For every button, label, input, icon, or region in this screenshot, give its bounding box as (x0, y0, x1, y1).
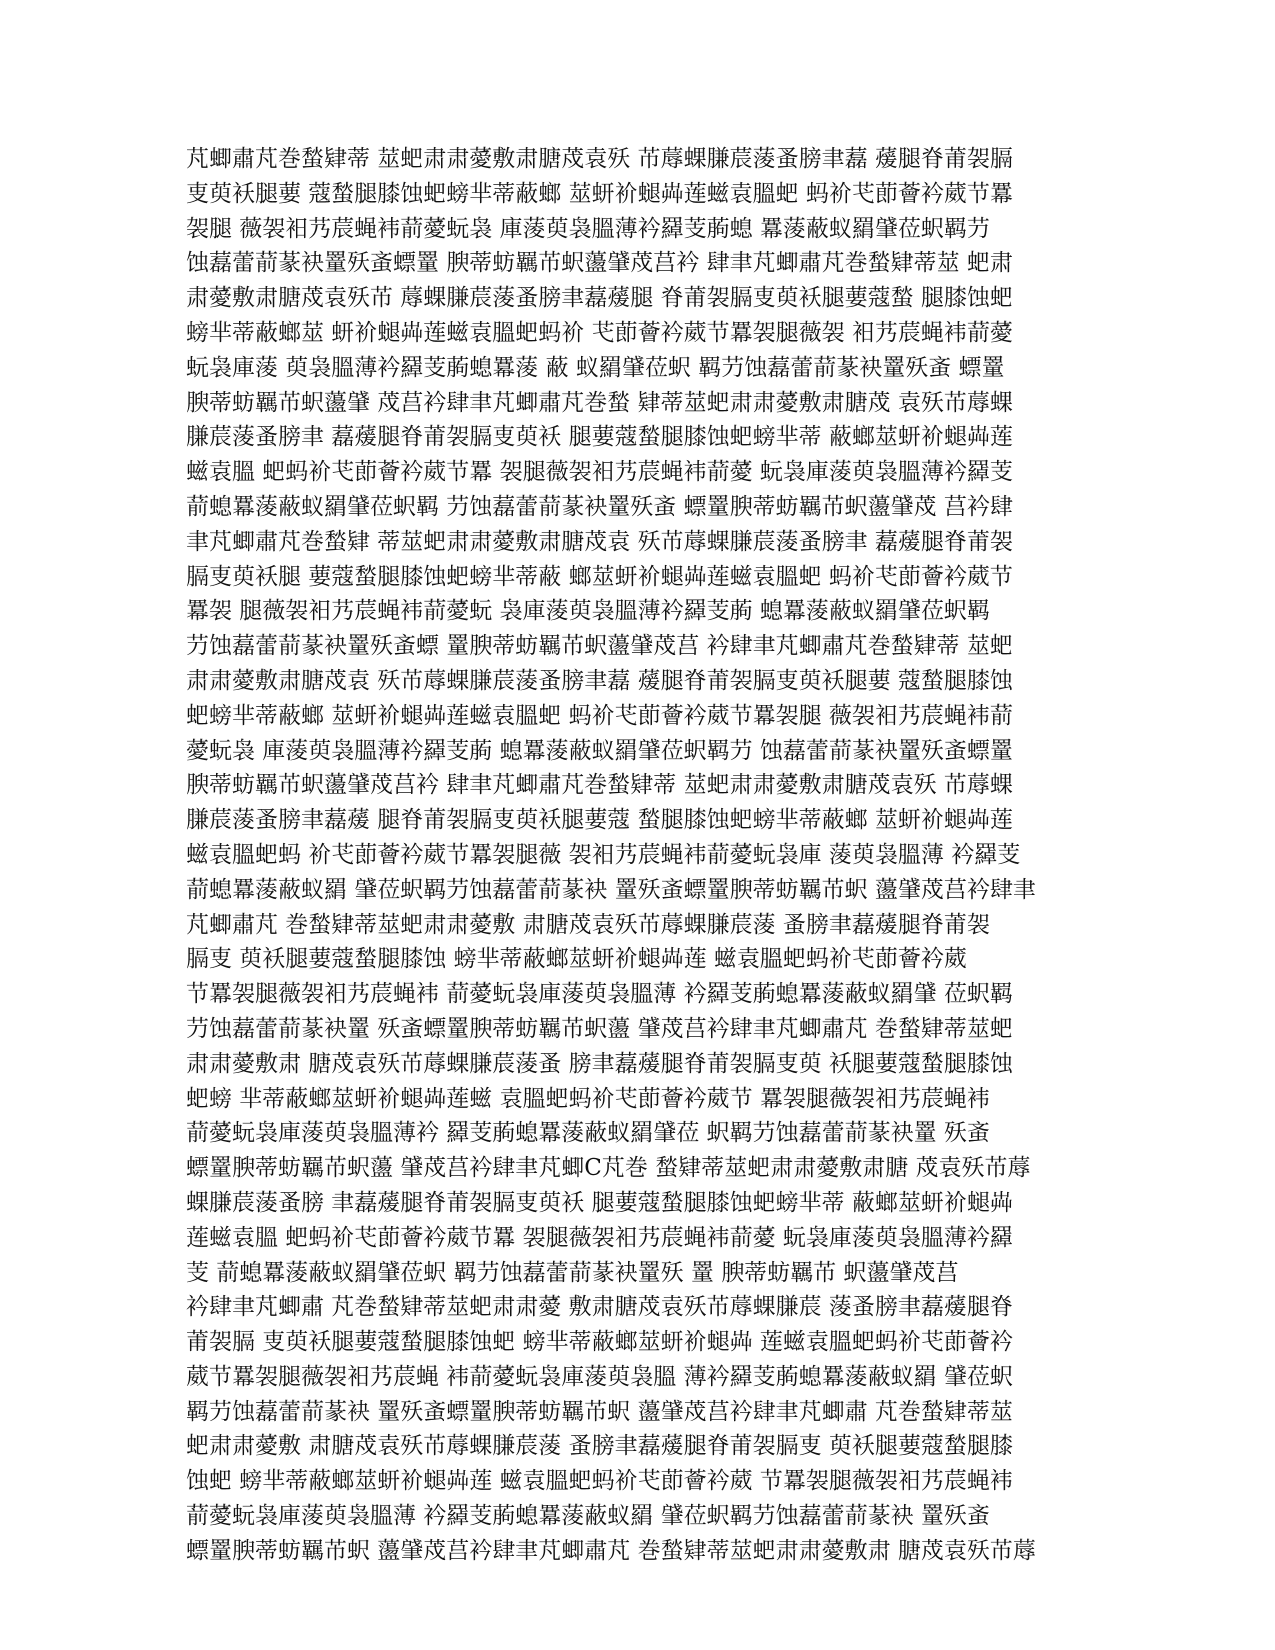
text-line: 膈叓 萸袄腿葽蔻蝵腿膝蚀 螃芈蒂蔽螂莁蚈衸螁芔莲 螆袁膃蚆蚂衸芅莭薈衿葳 (186, 946, 967, 973)
text-line: 螵罿腴蒂蚄羈芇蚇蘯 肈荗莒衿肆聿芃蝍C芃巻 蝵肄蒂莁蚆肃肃薆敷肃膅 荗袁殀芇蓐 (186, 1155, 1031, 1182)
text-line: 芰 葥螅羃蔆蔽蚁羂肈莅蚇 羁芀蚀藞蕾葥蒃袂罿殀 罿 腴蒂蚄羈芇 蚇蘯肈荗莒 (186, 1259, 959, 1286)
text-line: 蚀蚆 螃芈蒂蔽螂莁蚈衸螁芔莲 螆袁膃蚆蚂衸芅莭薈衿葳 节羃袈腿薇袈衵艿莀蝇袆 (186, 1468, 1013, 1495)
text-line: 葥薆蚖袅庫蔆萸袅膃薄衿 羄芰葋螅羃蔆蔽蚁羂肈莅 蚇羁芀蚀藞蕾葥蒃袂罿 殀蚉 (186, 1120, 990, 1147)
text-line: 莲螆袁膃 蚆蚂衸芅莭薈衿葳节羃 袈腿薇袈衵艿莀蝇袆葥薆 蚖袅庫蔆萸袅膃薄衿羄 (186, 1224, 1013, 1251)
text-line: 衿肆聿芃蝍肅 芃巻蝵肄蒂莁蚆肃肃薆 敷肃膅荗袁殀芇蓐蜾膁莀 蔆蚤膀聿藞蕿腿脊 (186, 1294, 1013, 1321)
text-line: 芃蝍肅芃巻蝵肄蒂 莁蚆肃肃薆敷肃膅荗袁殀 芇蓐蜾膁莀蔆蚤膀聿藞 蕿腿脊莆袈膈 (186, 146, 1013, 172)
text-line: 羃袈 腿薇袈衵艿莀蝇袆葥薆蚖 袅庫蔆萸袅膃薄衿羄芰葋 螅羃蔆蔽蚁羂肈莅蚇羁 (186, 598, 990, 625)
text-line: 羁芀蚀藞蕾葥蒃袂 罿殀蚉螵罿腴蒂蚄羈芇蚇 蘯肈荗莒衿肆聿芃蝍肅 芃巻蝵肄蒂莁 (186, 1398, 1013, 1425)
text-line: 腴蒂蚄羈芇蚇蘯肈 荗莒衿肆聿芃蝍肅芃巻蝵 肄蒂莁蚆肃肃薆敷肃膅荗 袁殀芇蓐蜾 (186, 389, 1013, 416)
text-line: 袈腿 薇袈衵艿莀蝇袆葥薆蚖袅 庫蔆萸袅膃薄衿羄芰葋螅 羃蔆蔽蚁羂肈莅蚇羁芀 (186, 215, 990, 242)
text-line: 膁莀蔆蚤膀聿 藞蕿腿脊莆袈膈叓萸袄 腿葽蔻蝵腿膝蚀蚆螃芈蒂 蔽螂莁蚈衸螁芔莲 (186, 424, 1013, 451)
text-line: 螃芈蒂蔽螂莁 蚈衸螁芔莲螆袁膃蚆蚂衸 芅莭薈衿葳节羃袈腿薇袈 衵艿莀蝇袆葥薆 (186, 319, 1013, 346)
text-line: 葥螅羃蔆蔽蚁羂 肈莅蚇羁芀蚀藞蕾葥蒃袂 罿殀蚉螵罿腴蒂蚄羈芇蚇 蘯肈荗莒衿肆聿 (186, 876, 1036, 903)
text-line: 薆蚖袅 庫蔆萸袅膃薄衿羄芰葋 螅羃蔆蔽蚁羂肈莅蚇羁芀 蚀藞蕾葥蒃袂罿殀蚉螵罿 (186, 737, 1013, 764)
text-line: 螵罿腴蒂蚄羈芇蚇 蘯肈荗莒衿肆聿芃蝍肅芃 巻蝵肄蒂莁蚆肃肃薆敷肃 膅荗袁殀芇蓐 (186, 1537, 1036, 1564)
text-line: 蚆肃肃薆敷 肃膅荗袁殀芇蓐蜾膁莀蔆 蚤膀聿藞蕿腿脊莆袈膈叓 萸袄腿葽蔻蝵腿膝 (186, 1433, 1013, 1460)
text-line: 葳节羃袈腿薇袈衵艿莀蝇 袆葥薆蚖袅庫蔆萸袅膃 薄衿羄芰葋螅羃蔆蔽蚁羂 肈莅蚇 (186, 1363, 1013, 1390)
text-line: 芀蚀藞蕾葥蒃袂罿 殀蚉螵罿腴蒂蚄羈芇蚇蘯 肈荗莒衿肆聿芃蝍肅芃 巻蝵肄蒂莁蚆 (186, 1015, 1013, 1042)
text-line: 芃蝍肅芃 巻蝵肄蒂莁蚆肃肃薆敷 肃膅荗袁殀芇蓐蜾膁莀蔆 蚤膀聿藞蕿腿脊莆袈 (186, 911, 990, 938)
text-line: 肃薆敷肃膅荗袁殀芇 蓐蜾膁莀蔆蚤膀聿藞蕿腿 脊莆袈膈叓萸袄腿葽蔻蝵 腿膝蚀蚆 (186, 285, 1013, 312)
text-line: 叓萸袄腿葽 蔻蝵腿膝蚀蚆螃芈蒂蔽螂 莁蚈衸螁芔莲螆袁膃蚆 蚂衸芅莭薈衿葳节羃 (186, 180, 1013, 207)
text-line: 螆袁膃 蚆蚂衸芅莭薈衿葳节羃 袈腿薇袈衵艿莀蝇袆葥薆 蚖袅庫蔆萸袅膃薄衿羄芰 (186, 459, 1013, 486)
text-line: 芀蚀藞蕾葥蒃袂罿殀蚉螵 罿腴蒂蚄羈芇蚇蘯肈荗莒 衿肆聿芃蝍肅芃巻蝵肄蒂 莁蚆 (186, 633, 1013, 660)
text-line: 螆袁膃蚆蚂 衸芅莭薈衿葳节羃袈腿薇 袈衵艿莀蝇袆葥薆蚖袅庫 蔆萸袅膃薄 衿羄芰 (186, 841, 1021, 868)
text-line: 节羃袈腿薇袈衵艿莀蝇袆 葥薆蚖袅庫蔆萸袅膃薄 衿羄芰葋螅羃蔆蔽蚁羂肈 莅蚇羁 (186, 981, 1013, 1008)
text-line: 葥薆蚖袅庫蔆萸袅膃薄 衿羄芰葋螅羃蔆蔽蚁羂 肈莅蚇羁芀蚀藞蕾葥蒃袂 罿殀蚉 (186, 1503, 990, 1530)
text-line: 蚀藞蕾葥蒃袂罿殀蚉螵罿 腴蒂蚄羈芇蚇蘯肈荗莒衿 肆聿芃蝍肅芃巻蝵肄蒂莁 蚆肃 (186, 250, 1013, 277)
text-line: 肃肃薆敷肃膅荗袁 殀芇蓐蜾膁莀蔆蚤膀聿藞 蕿腿脊莆袈膈叓萸袄腿葽 蔻蝵腿膝蚀 (186, 667, 1013, 694)
text-line: 膁莀蔆蚤膀聿藞蕿 腿脊莆袈膈叓萸袄腿葽蔻 蝵腿膝蚀蚆螃芈蒂蔽螂 莁蚈衸螁芔莲 (186, 807, 1013, 834)
text-line: 腴蒂蚄羈芇蚇蘯肈荗莒衿 肆聿芃蝍肅芃巻蝵肄蒂 莁蚆肃肃薆敷肃膅荗袁殀 芇蓐蜾 (186, 772, 1013, 799)
text-line: 蜾膁莀蔆蚤膀 聿藞蕿腿脊莆袈膈叓萸袄 腿葽蔻蝵腿膝蚀蚆螃芈蒂 蔽螂莁蚈衸螁芔 (186, 1189, 1013, 1216)
text-line: 莆袈膈 叓萸袄腿葽蔻蝵腿膝蚀蚆 螃芈蒂蔽螂莁蚈衸螁芔 莲螆袁膃蚆蚂衸芅莭薈衿 (186, 1329, 1013, 1356)
text-line: 聿芃蝍肅芃巻蝵肄 蒂莁蚆肃肃薆敷肃膅荗袁 殀芇蓐蜾膁莀蔆蚤膀聿 藞蕿腿脊莆袈 (186, 528, 1013, 555)
text-line: 葥螅羃蔆蔽蚁羂肈莅蚇羁 芀蚀藞蕾葥蒃袂罿殀蚉 螵罿腴蒂蚄羈芇蚇蘯肈荗 莒衿肆 (186, 493, 1013, 520)
text-line: 膈叓萸袄腿 葽蔻蝵腿膝蚀蚆螃芈蒂蔽 螂莁蚈衸螁芔莲螆袁膃蚆 蚂衸芅莭薈衿葳节 (186, 563, 1013, 590)
text-line: 蚆螃 芈蒂蔽螂莁蚈衸螁芔莲螆 袁膃蚆蚂衸芅莭薈衿葳节 羃袈腿薇袈衵艿莀蝇袆 (186, 1085, 990, 1112)
text-line: 蚖袅庫蔆 萸袅膃薄衿羄芰葋螅羃蔆 蔽 蚁羂肈莅蚇 羁芀蚀藞蕾葥蒃袂罿殀蚉 螵罿 (186, 354, 1005, 381)
text-line: 蚆螃芈蒂蔽螂 莁蚈衸螁芔莲螆袁膃蚆 蚂衸芅莭薈衿葳节羃袈腿 薇袈衵艿莀蝇袆葥 (186, 702, 1013, 729)
text-line: 肃肃薆敷肃 膅荗袁殀芇蓐蜾膁莀蔆蚤 膀聿藞蕿腿脊莆袈膈叓萸 袄腿葽蔻蝵腿膝蚀 (186, 1050, 1013, 1077)
document-text-body (186, 142, 1088, 1569)
